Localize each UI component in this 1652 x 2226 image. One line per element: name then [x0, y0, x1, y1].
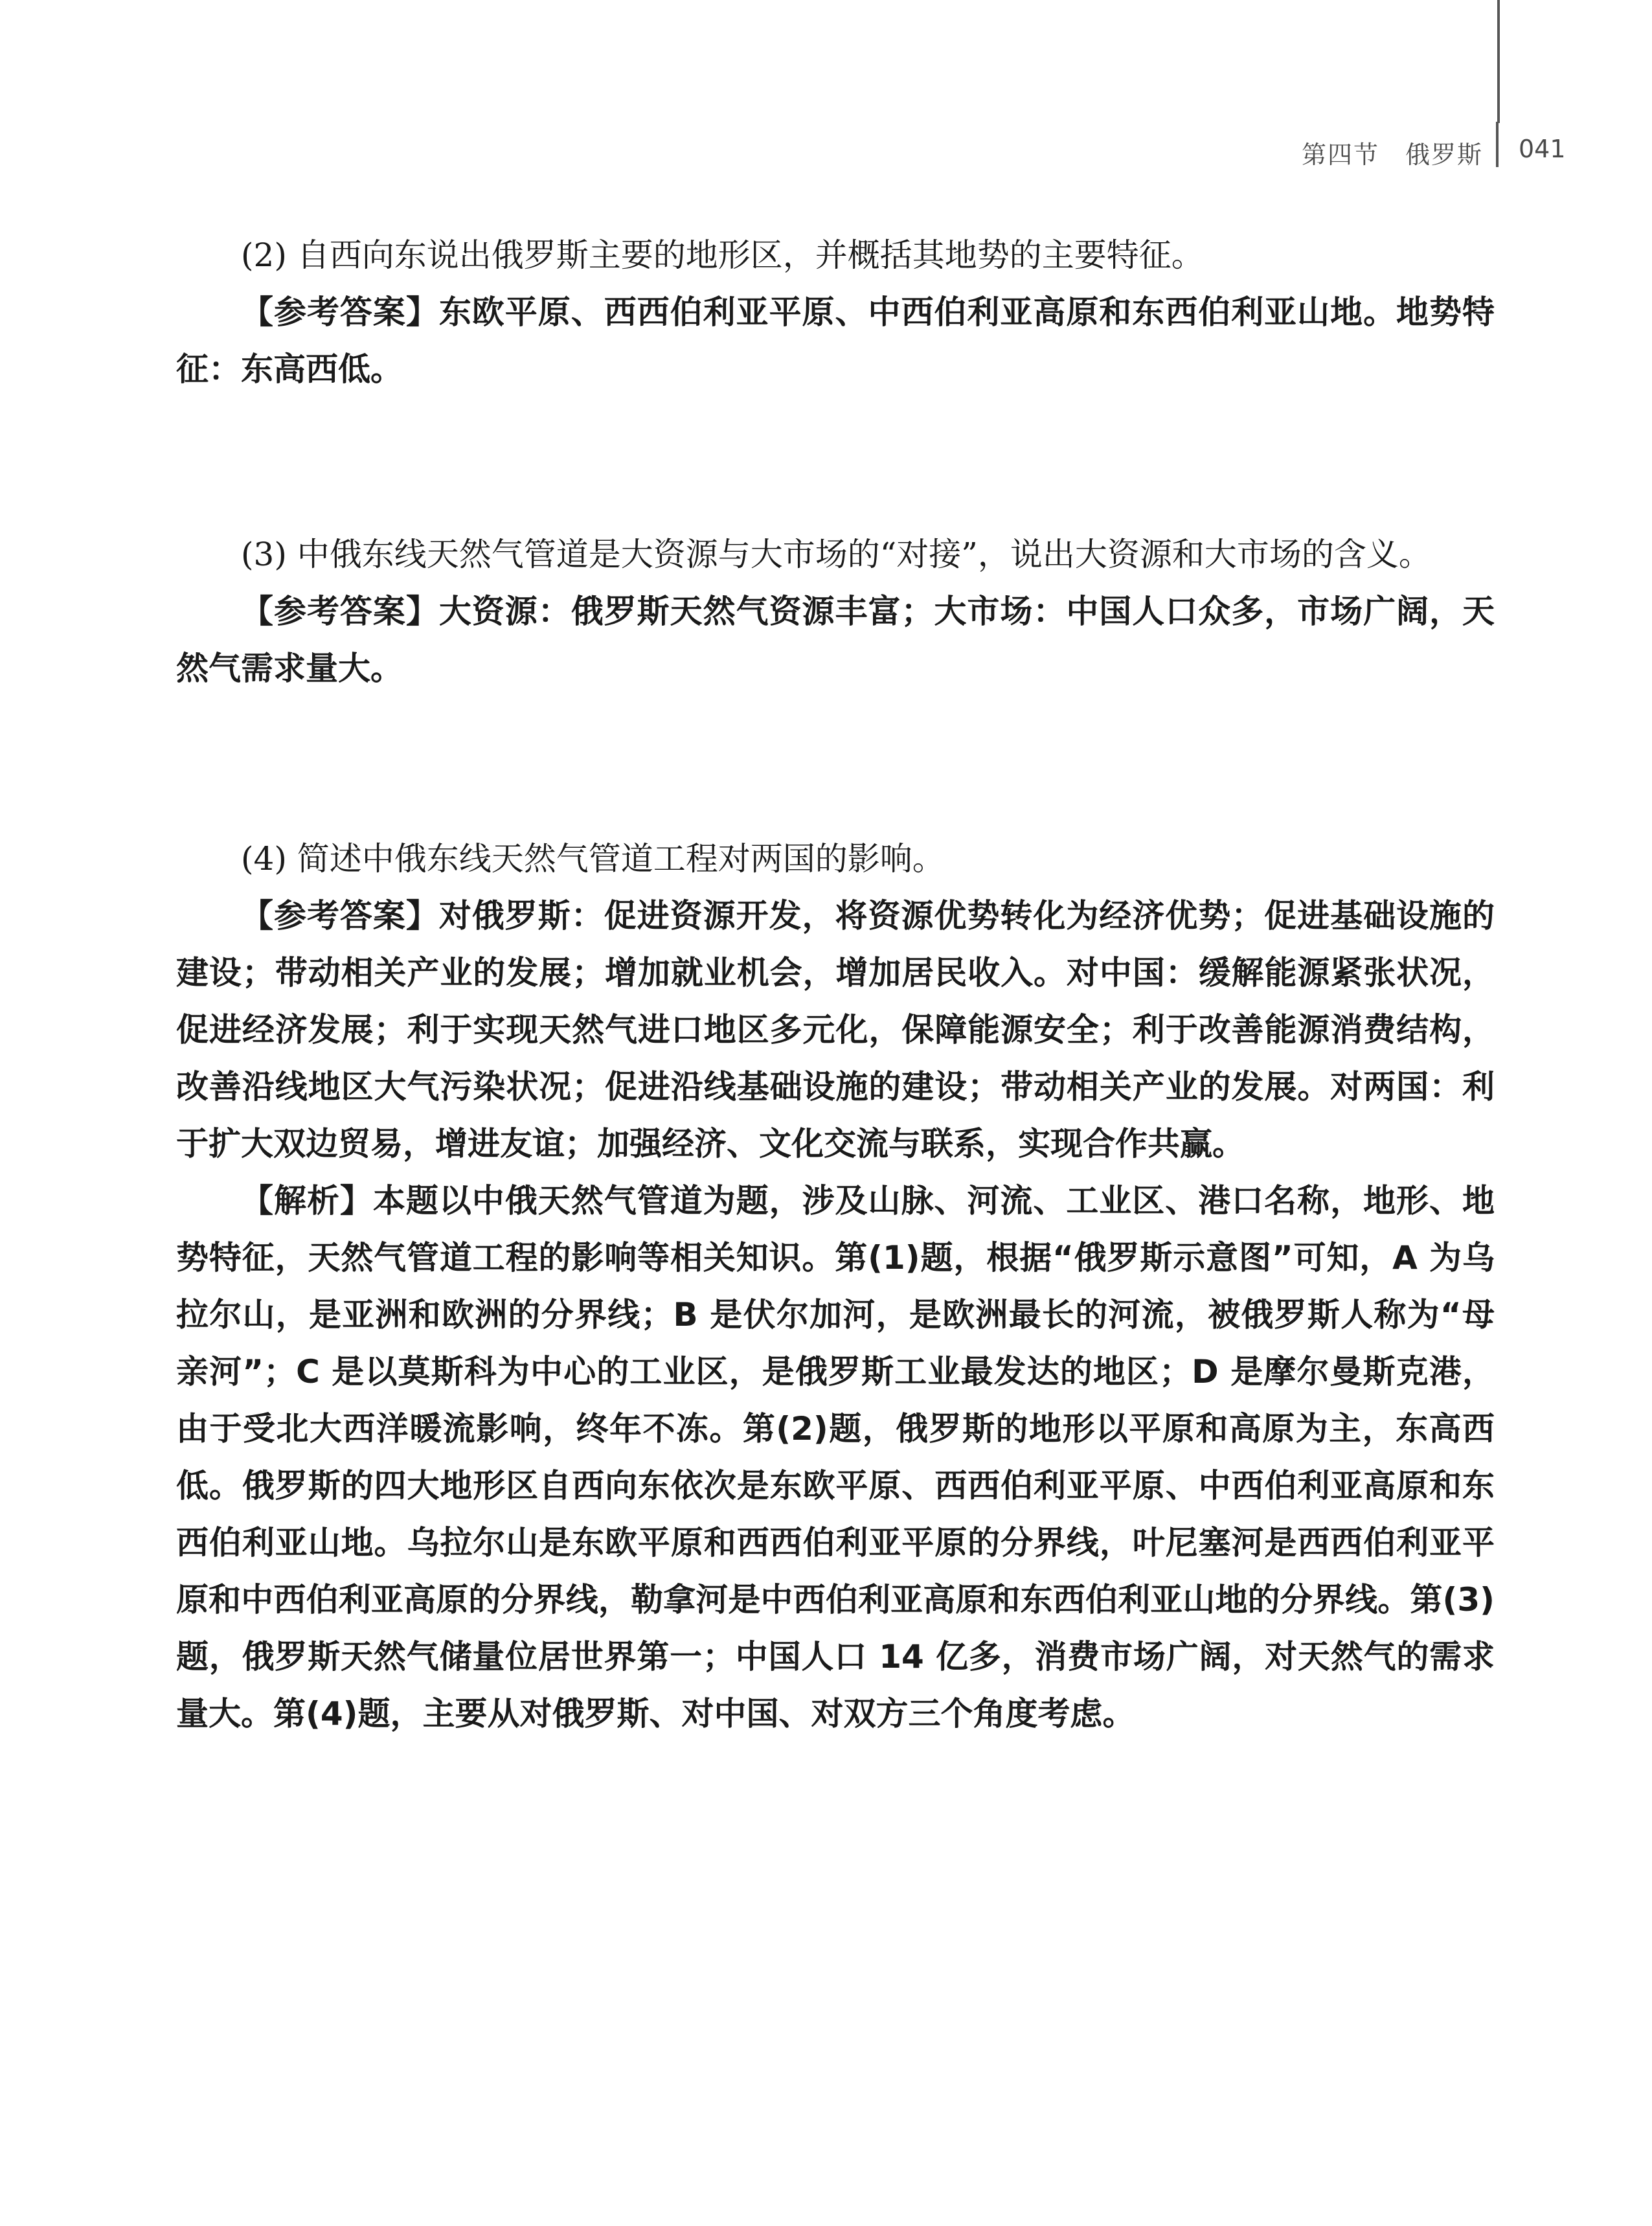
header-vertical-rule	[1497, 0, 1500, 123]
question-2: (2) 自西向东说出俄罗斯主要的地形区，并概括其地势的主要特征。	[241, 236, 1204, 274]
running-header-section: 第四节 俄罗斯	[1302, 141, 1484, 169]
analysis: 【解析】本题以中俄天然气管道为题，涉及山脉、河流、工业区、港口名称，地形、地势特征，天然气管道工程的影响等相关知识。第(1)题，根据“俄罗斯示意图”可知，A 为乌拉尔山，是亚洲和欧洲的分界线；B 是伏尔加河，是欧洲最长的河流，被俄罗斯人称为“母亲河”；C 是以莫斯科为中心的工业区，是俄罗斯工业最发达的地区；D 是摩尔曼斯克港，由于受北大西洋暖流影响，终年不冻。第(2)题，俄罗斯的地形以平原和高原为主，东高西低。俄罗斯的四大地形区自西向东依次是东欧平原、西西伯利亚平原、中西伯利亚高原和东西伯利亚山地。乌拉尔山是东欧平原和西西伯利亚平原的分界线，叶尼塞河是西西伯利亚平原和中西伯利亚高原的分界线，勒拿河是中西伯利亚高原和东西伯利亚山地的分界线。第(3)题，俄罗斯天然气储量位居世界第一；中国人口 14 亿多，消费市场广阔，对天然气的需求量大。第(4)题，主要从对俄罗斯、对中国、对双方三个角度考虑。	[176, 1182, 1495, 1732]
answer-space	[176, 398, 1495, 526]
page-header	[1282, 122, 1606, 174]
page-body	[176, 227, 1495, 1742]
header-divider	[1496, 122, 1499, 167]
answer-3: 【参考答案】大资源：俄罗斯天然气资源丰富；大市场：中国人口众多，市场广阔，天然气需求量大。	[176, 593, 1495, 687]
question-3: (3) 中俄东线天然气管道是大资源与大市场的“对接”，说出大资源和大市场的含义。	[241, 536, 1431, 573]
answer-space	[176, 697, 1495, 830]
page-number: 041	[1519, 135, 1566, 163]
answer-4: 【参考答案】对俄罗斯：促进资源开发，将资源优势转化为经济优势；促进基础设施的建设；带动相关产业的发展；增加就业机会，增加居民收入。对中国：缓解能源紧张状况，促进经济发展；利于实现天然气进口地区多元化，保障能源安全；利于改善能源消费结构，改善沿线地区大气污染状况；促进沿线基础设施的建设；带动相关产业的发展。对两国：利于扩大双边贸易，增进友谊；加强经济、文化交流与联系，实现合作共赢。	[176, 897, 1495, 1163]
question-4: (4) 简述中俄东线天然气管道工程对两国的影响。	[241, 840, 945, 878]
answer-2: 【参考答案】东欧平原、西西伯利亚平原、中西伯利亚高原和东西伯利亚山地。地势特征：东高西低。	[176, 293, 1495, 388]
